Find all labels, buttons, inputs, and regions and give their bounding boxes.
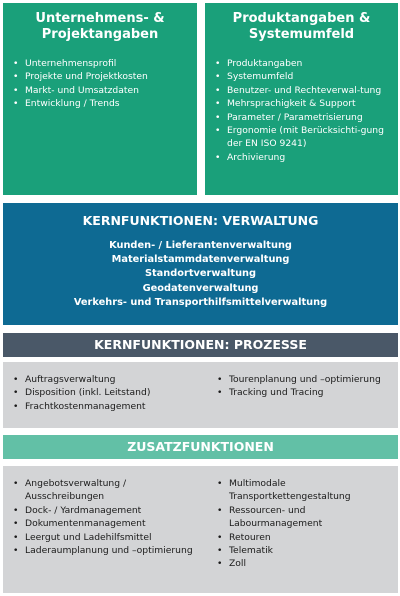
produkt-title xyxy=(205,3,398,43)
list-item: • Multimodale Transportkettengestaltung xyxy=(215,477,385,504)
verwaltung-box xyxy=(3,203,398,325)
prozesse-header xyxy=(3,333,398,357)
list-item: • Retouren xyxy=(215,531,385,544)
list-item: Verkehrs- und Transporthilfsmittelverwaltung xyxy=(73,296,328,308)
list-item: • Produktangaben xyxy=(213,57,388,70)
unternehmen-title-line1: Unternehmens- & xyxy=(35,11,165,26)
list-item: • Ressourcen- und Labourmanagement xyxy=(215,504,385,531)
list-item: • Entwicklung / Trends xyxy=(11,97,197,110)
produkt-box xyxy=(205,3,398,195)
list-item: • Leergut und Ladehilfsmittel xyxy=(11,531,196,544)
verwaltung-list xyxy=(3,239,398,310)
list-item: • Projekte und Projektkosten xyxy=(11,70,197,83)
unternehmen-title xyxy=(3,3,197,43)
unternehmen-title-line2: Projektangaben xyxy=(41,27,159,42)
list-item: • Disposition (inkl. Leitstand) xyxy=(11,386,196,399)
list-item: • Angebotsverwaltung / Ausschreibungen xyxy=(11,477,196,504)
list-item: Materialstammdatenverwaltung xyxy=(111,254,290,266)
zusatz-list-left xyxy=(11,477,196,557)
zusatz-title: ZUSATZFUNKTIONEN xyxy=(127,439,274,454)
list-item: • Parameter / Parametrisierung xyxy=(213,111,388,124)
prozesse-list-right xyxy=(215,373,385,400)
verwaltung-title: KERNFUNKTIONEN: VERWALTUNG xyxy=(82,213,319,228)
list-item: • Markt- und Umsatzdaten xyxy=(11,84,197,97)
prozesse-box xyxy=(3,362,398,428)
prozesse-list-left xyxy=(11,373,196,413)
list-item: • Mehrsprachigkeit & Support xyxy=(213,97,388,110)
zusatz-header xyxy=(3,435,398,459)
unternehmen-list xyxy=(11,57,197,111)
list-item: • Archivierung xyxy=(213,151,388,164)
list-item: • Unternehmensprofil xyxy=(11,57,197,70)
prozesse-title: KERNFUNKTIONEN: PROZESSE xyxy=(94,337,307,352)
list-item: Geodatenverwaltung xyxy=(142,282,259,294)
list-item: • Auftragsverwaltung xyxy=(11,373,196,386)
zusatz-list-right xyxy=(215,477,385,571)
list-item: • Tourenplanung und –optimierung xyxy=(215,373,385,386)
list-item: • Tracking und Tracing xyxy=(215,386,385,399)
produkt-list xyxy=(213,57,388,164)
list-item: • Laderaumplanung und –optimierung xyxy=(11,544,196,557)
list-item: • Ergonomie (mit Berücksichti-gung der EN ISO 9241) xyxy=(213,124,388,151)
unternehmen-box xyxy=(3,3,197,195)
list-item: • Dock- / Yardmanagement xyxy=(11,504,196,517)
list-item: Standortverwaltung xyxy=(144,268,257,280)
list-item: • Systemumfeld xyxy=(213,70,388,83)
list-item: Kunden- / Lieferantenverwaltung xyxy=(109,240,292,251)
list-item: • Telematik xyxy=(215,544,385,557)
list-item: • Benutzer- und Rechteverwal-tung xyxy=(213,84,388,97)
produkt-title-line1: Produktangaben & xyxy=(232,11,371,26)
list-item: • Dokumentenmanagement xyxy=(11,517,196,530)
list-item: • Frachtkostenmanagement xyxy=(11,400,196,413)
list-item: • Zoll xyxy=(215,557,385,570)
zusatz-box xyxy=(3,466,398,593)
produkt-title-line2: Systemumfeld xyxy=(248,27,355,42)
